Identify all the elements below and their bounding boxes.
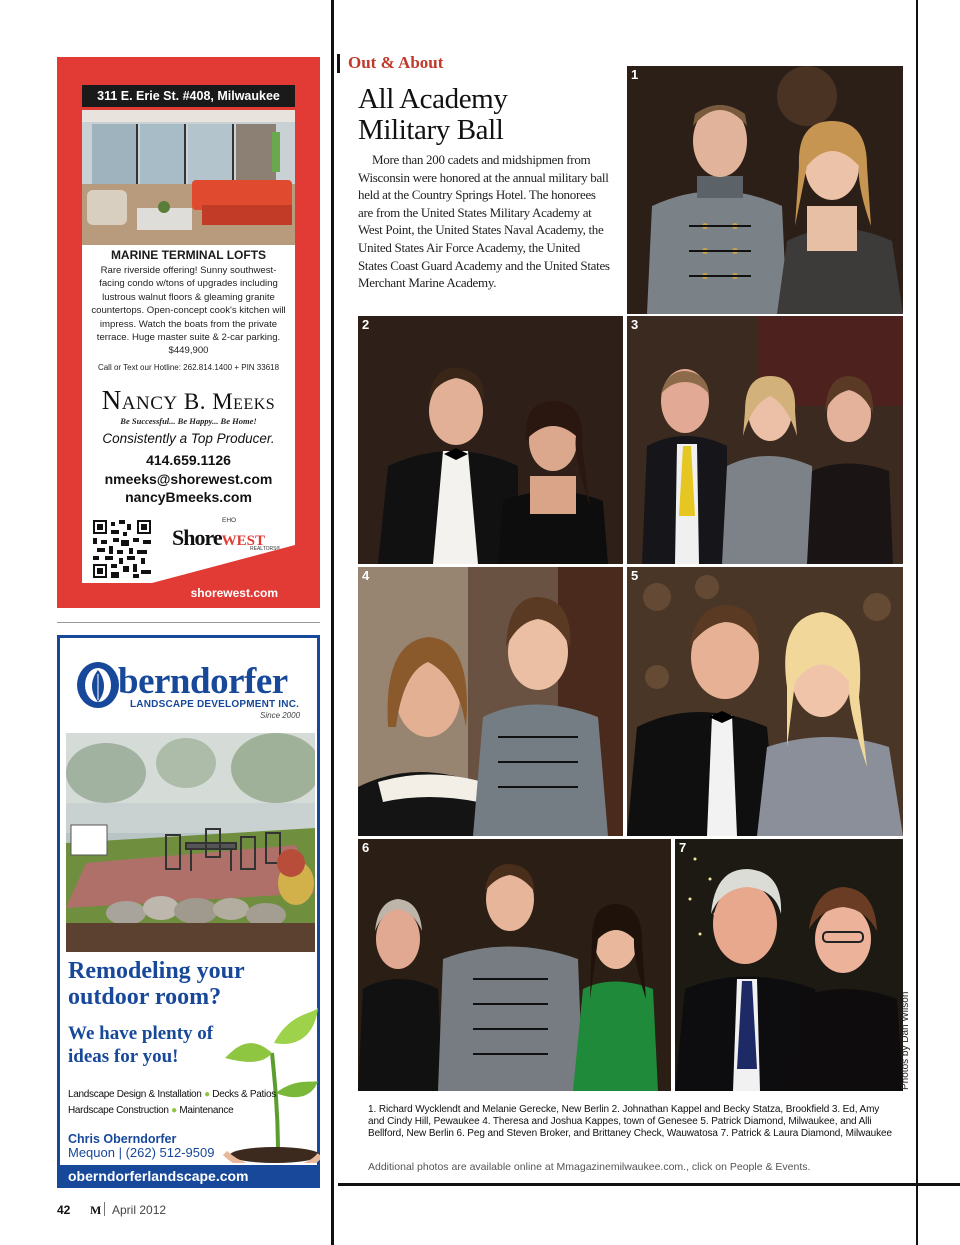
ad-divider-rule (57, 622, 320, 623)
section-title: Out & About (348, 53, 444, 72)
photo-number-1: 1 (631, 67, 639, 82)
leaf-bullet-icon: ● (171, 1105, 177, 1116)
gutter-rule-right (916, 0, 918, 1245)
hotline-text: Call or Text our Hotline: 262.814.1400 + PIN 33618 (97, 363, 280, 372)
services-row-1 (68, 1087, 276, 1103)
landscape-ad[interactable] (57, 635, 320, 1188)
equal-housing-label: EHO (222, 517, 237, 524)
realestate-ad-body (82, 245, 295, 583)
shorewest-url[interactable]: shorewest.com (190, 586, 278, 600)
seedling-icon (220, 1003, 320, 1163)
more-photos-note[interactable]: Additional photos are available online at Mmagazinemilwaukee.com., click on People & Events. (368, 1161, 811, 1173)
issue-date: April 2012 (112, 1203, 167, 1217)
event-photo-2[interactable] (358, 316, 623, 564)
agent-slogan: Consistently a Top Producer. (102, 431, 275, 446)
event-photo-7[interactable] (675, 839, 903, 1091)
event-photo-3[interactable] (627, 316, 903, 564)
agent-logo-last: B. Meeks (183, 389, 276, 414)
gutter-rule-left (331, 0, 334, 1245)
service-item: Maintenance (179, 1105, 234, 1116)
oberndorfer-subtitle: LANDSCAPE DEVELOPMENT INC. (130, 699, 300, 710)
realtors-label: REALTORS® (250, 546, 281, 552)
photo-captions: 1. Richard Wycklendt and Melanie Gerecke, New Berlin 2. Johnathan Kappel and Becky Statza, Brookfield 3. Ed, Amy and Cindy Hill, Pewaukee 4. Theresa and Joshua Kappes, town of Genesee 5. Patrick Diamond, Milwaukee, and Alli Bellford, New Berlin 6. Peg and Steven Broker, and Brittaney Check, Wauwatosa 7. Patrick & Laura Diamond, Milwaukee (368, 1104, 892, 1139)
event-photo-5[interactable] (627, 567, 903, 836)
listing-title: MARINE TERMINAL LOFTS (110, 248, 267, 262)
service-item: Landscape Design & Installation (68, 1089, 202, 1100)
agent-logo (82, 385, 295, 416)
agent-logo-first: Nancy (101, 385, 178, 415)
photo-number-7: 7 (679, 840, 687, 855)
service-item: Hardscape Construction (68, 1105, 169, 1116)
contact-name: Chris Oberndorfer (68, 1132, 177, 1146)
photo-number-2: 2 (362, 317, 370, 332)
bottom-rule (338, 1183, 960, 1186)
folio-separator (104, 1202, 105, 1216)
article-intro: More than 200 cadets and midshipmen from Wisconsin were honored at the annual military ball held at the Country Springs Hotel. The honorees are from the United States Military Academy at West Point, the United States Naval Academy, the United States Air Force Academy, the United States Coast Guard Academy and the United States Merchant Marine Academy. (358, 152, 610, 291)
article-title: All Academy Military Ball (358, 83, 508, 146)
agent-phone[interactable]: 414.659.1126 (146, 452, 231, 468)
agent-website[interactable]: nancyBmeeks.com (125, 489, 252, 505)
photo-number-6: 6 (362, 840, 370, 855)
patio-photo (66, 733, 315, 952)
ad-headline: Remodeling your outdoor room? (68, 958, 245, 1010)
agent-email[interactable]: nmeeks@shorewest.com (104, 471, 273, 487)
shorewest-logo-shore: Shore (172, 525, 222, 550)
service-item: Decks & Patios (212, 1089, 276, 1100)
event-photo-4[interactable] (358, 567, 623, 836)
shorewest-logo-west: WEST (221, 533, 265, 549)
oberndorfer-since: Since 2000 (260, 711, 301, 720)
qr-code-icon[interactable] (93, 520, 151, 578)
listing-description: Rare riverside offering! Sunny southwest-facing condo w/tons of upgrades including lustrous walnut floors & gleaming granite countertops. Open-concept cook's kitchen will impress. Watch the boats from the private terrace. Huge master suite & 2-car parking. $449,900 (91, 265, 286, 357)
photo-number-3: 3 (631, 317, 639, 332)
leaf-bullet-icon: ● (204, 1089, 210, 1100)
photo-number-5: 5 (631, 568, 639, 583)
roof-graphic-icon (152, 545, 295, 583)
leaf-logo-icon (75, 660, 121, 710)
photo-number-4: 4 (362, 568, 370, 583)
page-number: 42 (57, 1203, 71, 1217)
contact-phone[interactable]: Mequon | (262) 512-9509 (68, 1145, 215, 1160)
ad-subheadline: We have plenty of ideas for you! (68, 1023, 214, 1067)
oberndorfer-logo-text: berndorfer (118, 661, 288, 702)
section-bar (337, 54, 340, 73)
services-list (68, 1087, 276, 1119)
oberndorfer-url[interactable]: oberndorferlandscape.com (60, 1165, 317, 1188)
agent-tagline: Be Successful... Be Happy... Be Home! (120, 416, 257, 426)
services-row-2 (68, 1103, 276, 1119)
event-photo-6[interactable] (358, 839, 671, 1091)
magazine-mark: M (90, 1203, 102, 1217)
realestate-address: 311 E. Erie St. #408, Milwaukee (82, 85, 295, 107)
event-photo-1[interactable] (627, 66, 903, 314)
photo-credit: Photos by Dan Wilson (900, 991, 911, 1090)
